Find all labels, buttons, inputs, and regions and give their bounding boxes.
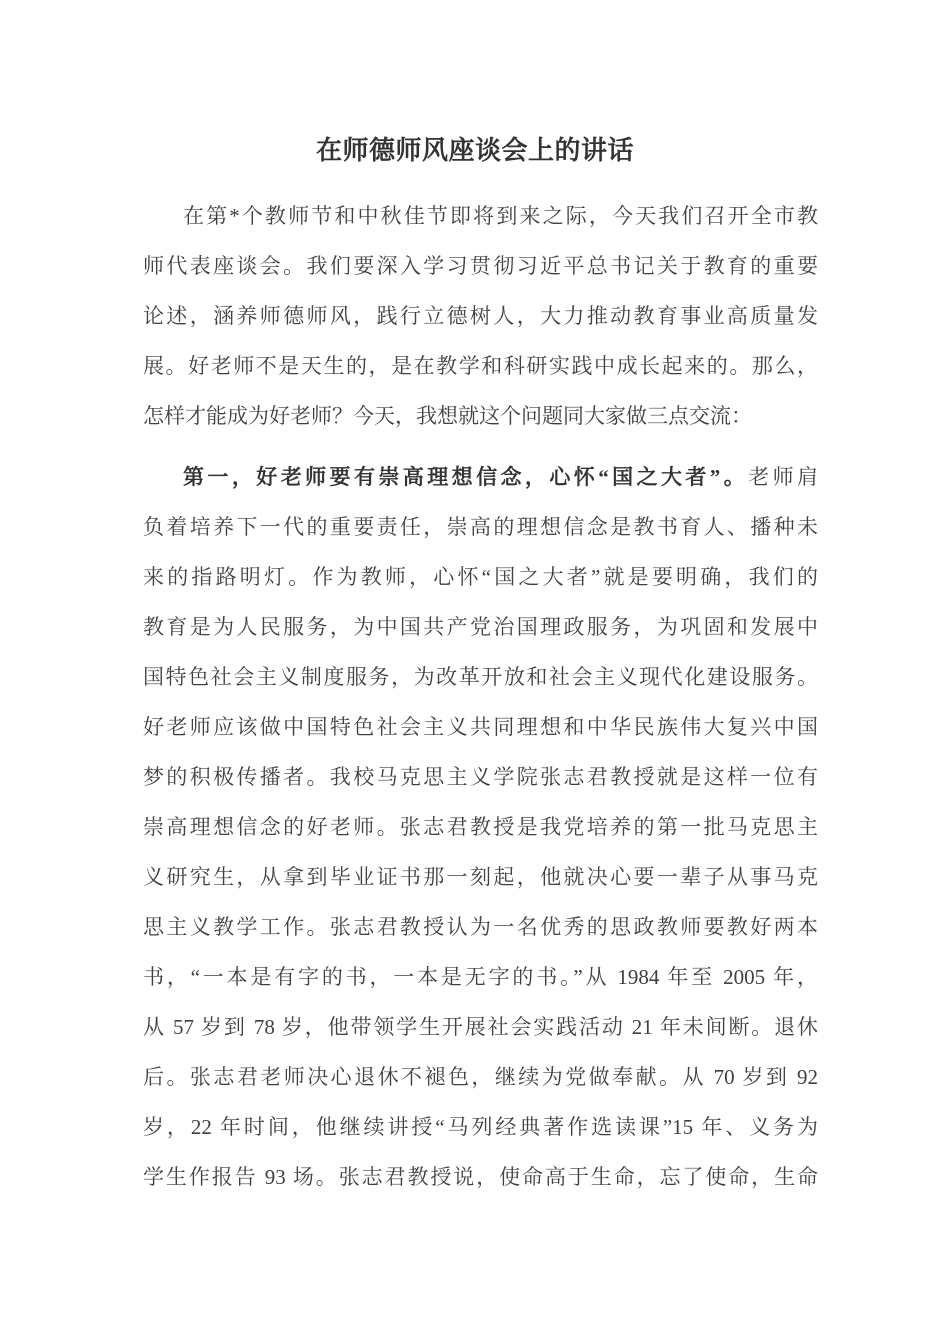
paragraph-2 [143, 452, 818, 1202]
paragraph-1-line-1: 在第*个教师节和中秋佳节即将到来之际，今天我们召开全市教 [183, 204, 818, 228]
line-text: 老师肩 [748, 465, 818, 489]
paragraph-2-line-5: 国特色社会主义制度服务，为改革开放和社会主义现代化建设服务。 [143, 665, 818, 689]
bold-lead-text: 第一，好老师要有崇高理想信念，心怀“国之大者”。 [183, 465, 749, 489]
paragraph-2-line-7: 梦的积极传播者。我校马克思主义学院张志君教授就是这样一位有 [143, 765, 818, 789]
paragraph-2-line-1 [143, 452, 818, 502]
document-title: 在师德师风座谈会上的讲话 [315, 136, 634, 165]
paragraph-1-line-3: 论述，涵养师德师风，践行立德树人，大力推动教育事业高质量发 [143, 304, 818, 328]
paragraph-2-line-8: 崇高理想信念的好老师。张志君教授是我党培养的第一批马克思主 [143, 815, 818, 839]
paragraph-2-line-2: 负着培养下一代的重要责任，崇高的理想信念是教书育人、播种未 [143, 515, 818, 539]
paragraph-2-line-3: 来的指路明灯。作为教师，心怀“国之大者”就是要明确，我们的 [143, 565, 818, 589]
paragraph-2-line-10: 思主义教学工作。张志君教授认为一名优秀的思政教师要教好两本 [143, 915, 818, 939]
paragraph-1-line-2: 师代表座谈会。我们要深入学习贯彻习近平总书记关于教育的重要 [143, 254, 818, 278]
paragraph-1-line-5: 怎样才能成为好老师？今天，我想就这个问题同大家做三点交流： [143, 404, 752, 428]
paragraph-1-line-4: 展。好老师不是天生的，是在教学和科研实践中成长起来的。那么， [143, 354, 818, 378]
paragraph-2-line-6: 好老师应该做中国特色社会主义共同理想和中华民族伟大复兴中国 [143, 715, 818, 739]
paragraph-2-line-12: 从 57 岁到 78 岁，他带领学生开展社会实践活动 21 年未间断。退休 [143, 1015, 818, 1039]
paragraph-2-line-15: 学生作报告 93 场。张志君教授说，使命高于生命，忘了使命，生命 [143, 1165, 818, 1189]
paragraph-2-line-13: 后。张志君老师决心退休不褪色，继续为党做奉献。从 70 岁到 92 [143, 1065, 818, 1089]
paragraph-1 [143, 191, 818, 441]
document-body [143, 191, 818, 1202]
paragraph-2-line-9: 义研究生，从拿到毕业证书那一刻起，他就决心要一辈子从事马克 [143, 865, 818, 889]
paragraph-2-line-14: 岁，22 年时间，他继续讲授“马列经典著作选读课”15 年、义务为 [143, 1115, 818, 1139]
paragraph-2-line-4: 教育是为人民服务，为中国共产党治国理政服务，为巩固和发展中 [143, 615, 818, 639]
paragraph-2-line-11: 书，“一本是有字的书，一本是无字的书。”从 1984 年至 2005 年， [143, 965, 818, 989]
